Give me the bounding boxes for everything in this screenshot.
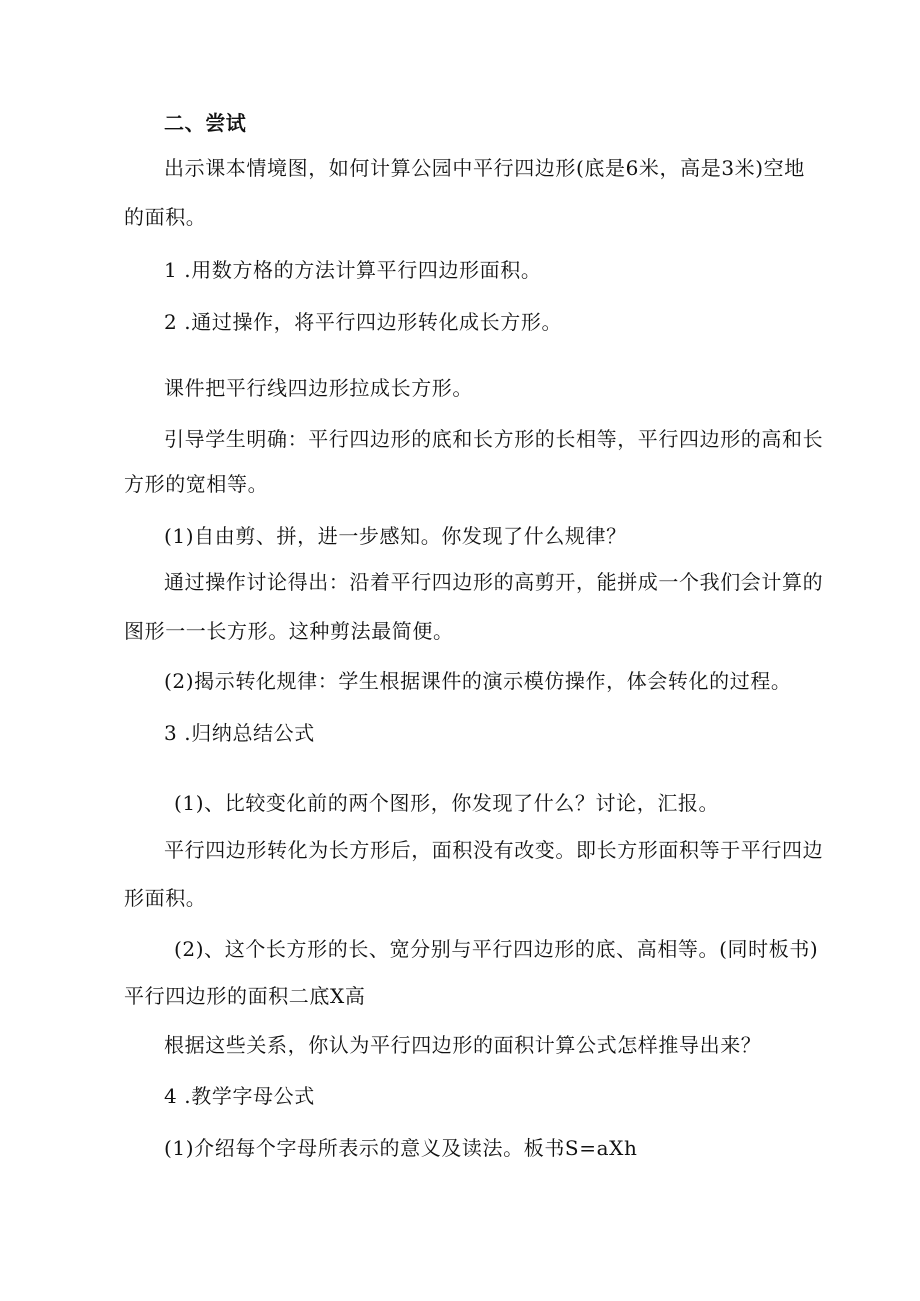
paragraph-line: (1)介绍每个字母所表示的意义及读法。板书S=aXh: [164, 1136, 638, 1160]
paragraph-line: (1)自由剪、拼，进一步感知。你发现了什么规律？: [164, 524, 627, 548]
paragraph-line: 3 .归纳总结公式: [164, 721, 315, 745]
paragraph-line: 形面积。: [124, 886, 207, 910]
paragraph-line: 通过操作讨论得出：沿着平行四边形的高剪开，能拼成一个我们会计算的: [164, 570, 824, 594]
formula-line: 平行四边形的面积二底X高: [124, 984, 366, 1008]
paragraph-line: 的面积。: [124, 205, 207, 229]
paragraph-line: 图形一一长方形。这种剪法最简便。: [124, 619, 454, 643]
paragraph-line: (2)揭示转化规律：学生根据课件的演示模仿操作，体会转化的过程。: [164, 669, 792, 693]
section-heading: 二、尝试: [164, 111, 247, 135]
paragraph-line: 方形的宽相等。: [124, 472, 269, 496]
paragraph-line: (1)、比较变化前的两个图形，你发现了什么？讨论，汇报。: [174, 791, 720, 815]
paragraph-line: 2 .通过操作，将平行四边形转化成长方形。: [164, 310, 563, 334]
paragraph-line: 课件把平行线四边形拉成长方形。: [164, 376, 473, 400]
paragraph-line: 平行四边形转化为长方形后，面积没有改变。即长方形面积等于平行四边: [164, 838, 824, 862]
paragraph-line: 4 .教学字母公式: [164, 1084, 315, 1108]
paragraph-line: 引导学生明确：平行四边形的底和长方形的长相等，平行四边形的高和长: [164, 427, 824, 451]
paragraph-line: 根据这些关系，你认为平行四边形的面积计算公式怎样推导出来？: [164, 1033, 762, 1057]
paragraph-line: (2)、这个长方形的长、宽分别与平行四边形的底、高相等。(同时板书): [174, 937, 819, 961]
paragraph-line: 1 .用数方格的方法计算平行四边形面积。: [164, 258, 542, 282]
paragraph-line: 出示课本情境图，如何计算公园中平行四边形(底是6米，高是3米)空地: [164, 156, 805, 180]
